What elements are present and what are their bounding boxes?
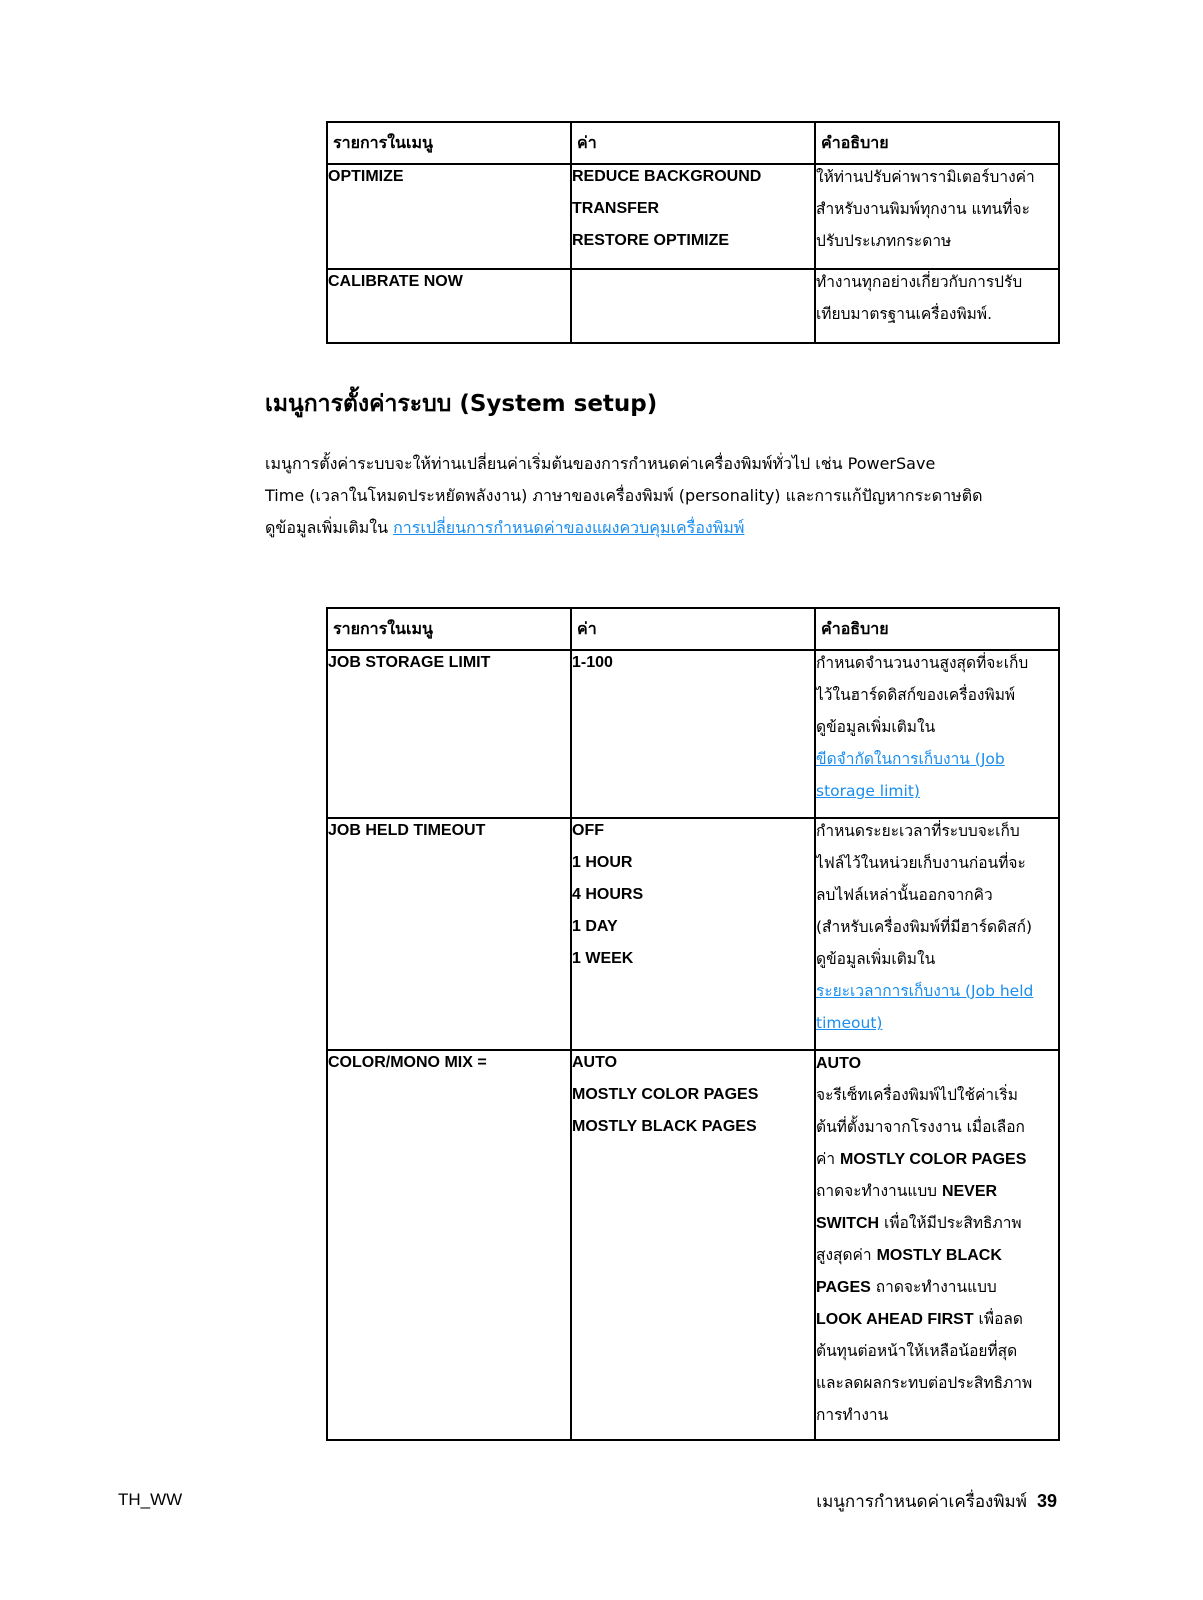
page-number: 39 xyxy=(1036,1491,1057,1511)
paragraph-line-text: ดูข้อมูลเพิ่มเติมใน xyxy=(265,518,394,537)
table-row xyxy=(327,818,1059,1050)
description-line xyxy=(816,1243,1058,1275)
description-line: ให้ท่านปรับค่าพารามิเตอร์บางค่า xyxy=(816,168,1035,186)
menu-item-name: COLOR/MONO MIX = xyxy=(328,1054,487,1071)
description-line xyxy=(816,1275,1058,1307)
description-line: เทียบมาตรฐานเครื่องพิมพ์. xyxy=(816,305,993,323)
menu-value: REDUCE BACKGROUND xyxy=(572,168,762,185)
column-header-menu-item: รายการในเมนู xyxy=(327,122,571,164)
description-text: ค่า xyxy=(816,1150,840,1168)
description-text: ถาดจะทำงานแบบ xyxy=(870,1278,997,1296)
column-header-description: คำอธิบาย xyxy=(815,608,1059,650)
menu-item-name: JOB STORAGE LIMIT xyxy=(328,654,491,671)
description-line: ดูข้อมูลเพิ่มเติมใน xyxy=(816,950,936,968)
column-header-menu-item: รายการในเมนู xyxy=(327,608,571,650)
description-line: การทำงาน xyxy=(816,1406,889,1424)
column-header-description: คำอธิบาย xyxy=(815,122,1059,164)
job-held-timeout-link[interactable]: timeout) xyxy=(816,1014,883,1032)
description-keyword: PAGES xyxy=(816,1279,871,1296)
description-line: และลดผลกระทบต่อประสิทธิภาพ xyxy=(816,1374,1033,1392)
description-line: จะรีเซ็ทเครื่องพิมพ์ไปใช้ค่าเริ่ม xyxy=(816,1086,1018,1104)
control-panel-config-link[interactable]: การเปลี่ยนการกำหนดค่าของแผงควบคุมเครื่องพิมพ์ xyxy=(393,518,745,537)
description-line: ทำงานทุกอย่างเกี่ยวกับการปรับ xyxy=(816,273,1023,291)
section-paragraph xyxy=(265,448,1065,544)
footer-chapter xyxy=(816,1488,1057,1515)
menu-value: 1 HOUR xyxy=(572,854,633,871)
description-keyword: MOSTLY COLOR PAGES xyxy=(840,1151,1027,1168)
column-header-value: ค่า xyxy=(571,122,815,164)
description-line: (สำหรับเครื่องพิมพ์ที่มีฮาร์ดดิสก์) xyxy=(816,918,1033,936)
footer-locale: TH_WW xyxy=(118,1490,183,1509)
description-text: เพื่อให้มีประสิทธิภาพ xyxy=(879,1214,1022,1232)
description-keyword: LOOK AHEAD FIRST xyxy=(816,1311,974,1328)
description-keyword: MOSTLY BLACK xyxy=(876,1247,1002,1264)
section-heading: เมนูการตั้งค่าระบบ (System setup) xyxy=(265,391,658,417)
description-text: สูงสุดค่า xyxy=(816,1246,877,1264)
description-text: เพื่อลด xyxy=(973,1310,1023,1328)
description-line: ต้นที่ตั้งมาจากโรงงาน เมื่อเลือก xyxy=(816,1118,1025,1136)
menu-value: 1 DAY xyxy=(572,918,618,935)
job-held-timeout-link[interactable]: ระยะเวลาการเก็บงาน (Job held xyxy=(816,982,1034,1000)
menu-value: 4 HOURS xyxy=(572,886,644,903)
paragraph-line xyxy=(265,512,1065,544)
footer-chapter-title: เมนูการกำหนดค่าเครื่องพิมพ์ xyxy=(816,1492,1027,1512)
description-line: ลบไฟล์เหล่านั้นออกจากคิว xyxy=(816,886,993,904)
description-line: ปรับประเภทกระดาษ xyxy=(816,232,952,250)
description-line: สำหรับงานพิมพ์ทุกงาน แทนที่จะ xyxy=(816,200,1030,218)
menu-item-name: JOB HELD TIMEOUT xyxy=(328,822,486,839)
description-keyword: NEVER xyxy=(941,1183,998,1200)
job-storage-limit-link[interactable]: storage limit) xyxy=(816,782,920,800)
paragraph-line: เมนูการตั้งค่าระบบจะให้ท่านเปลี่ยนค่าเริ่มต้นของการกำหนดค่าเครื่องพิมพ์ทั่วไป เช่น PowerSave xyxy=(265,454,936,473)
menu-value: MOSTLY BLACK PAGES xyxy=(572,1118,757,1135)
menu-item-name: CALIBRATE NOW xyxy=(328,273,463,290)
menu-value: 1 WEEK xyxy=(572,950,634,967)
menu-value: MOSTLY COLOR PAGES xyxy=(572,1086,759,1103)
description-line: กำหนดระยะเวลาที่ระบบจะเก็บ xyxy=(816,822,1020,840)
description-line: ไฟล์ไว้ในหน่วยเก็บงานก่อนที่จะ xyxy=(816,854,1026,872)
menu-table-2 xyxy=(326,607,1060,1441)
menu-value: TRANSFER xyxy=(572,200,660,217)
menu-value: 1-100 xyxy=(572,654,613,671)
table-row xyxy=(327,164,1059,269)
job-storage-limit-link[interactable]: ขีดจำกัดในการเก็บงาน (Job xyxy=(816,750,1005,768)
description-line xyxy=(816,1147,1058,1179)
description-line: กำหนดจำนวนงานสูงสุดที่จะเก็บ xyxy=(816,654,1029,672)
description-line: ต้นทุนต่อหน้าให้เหลือน้อยที่สุด xyxy=(816,1342,1018,1360)
menu-table-1 xyxy=(326,121,1060,344)
table-row xyxy=(327,650,1059,818)
description-line: ไว้ในฮาร์ดดิสก์ของเครื่องพิมพ์ xyxy=(816,686,1016,704)
menu-value: AUTO xyxy=(572,1054,618,1071)
description-line xyxy=(816,1307,1058,1339)
column-header-value: ค่า xyxy=(571,608,815,650)
table-row xyxy=(327,269,1059,343)
menu-value: OFF xyxy=(572,822,604,839)
table-row xyxy=(327,1050,1059,1440)
menu-value: RESTORE OPTIMIZE xyxy=(572,232,730,249)
description-keyword: AUTO xyxy=(816,1055,862,1072)
description-line xyxy=(816,1211,1058,1243)
menu-item-name: OPTIMIZE xyxy=(328,168,404,185)
description-line xyxy=(816,1051,1058,1083)
description-line xyxy=(816,1179,1058,1211)
paragraph-line: Time (เวลาในโหมดประหยัดพลังงาน) ภาษาของเครื่องพิมพ์ (personality) และการแก้ปัญหากระดาษติด xyxy=(265,486,983,505)
description-keyword: SWITCH xyxy=(816,1215,880,1232)
description-line: ดูข้อมูลเพิ่มเติมใน xyxy=(816,718,936,736)
description-text: ถาดจะทำงานแบบ xyxy=(816,1182,942,1200)
